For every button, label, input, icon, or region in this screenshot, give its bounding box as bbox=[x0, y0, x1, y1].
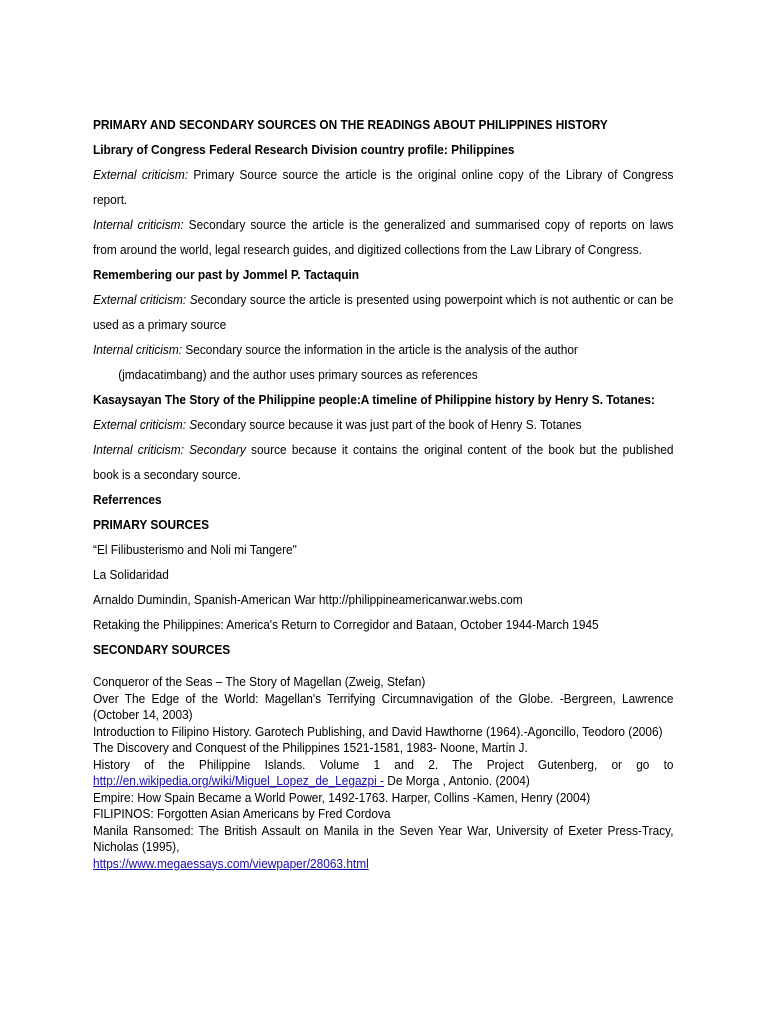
section-heading-library-of-congress: Library of Congress Federal Research Division country profile: Philippines bbox=[93, 142, 515, 157]
secondary-source-item bbox=[93, 856, 674, 873]
internal-criticism-text: Secondary source the information in the article is the analysis of the author bbox=[182, 342, 578, 357]
secondary-source-item: Over The Edge of the World: Magellan's Terrifying Circumnavigation of the Globe. -Bergreen, Lawrence (October 14, 2003) bbox=[93, 690, 674, 722]
external-criticism-paragraph bbox=[93, 412, 674, 437]
secondary-sources-list bbox=[93, 674, 674, 872]
internal-criticism-text: source because it contains the original content of the book but the published book is a secondary source. bbox=[93, 442, 674, 482]
primary-source-item: Arnaldo Dumindin, Spanish-American War http://philippineamericanwar.webs.com bbox=[93, 592, 523, 607]
wikipedia-legazpi-link[interactable]: http://en.wikipedia.org/wiki/Miguel_Lopez_de_Legazpi - bbox=[93, 773, 384, 788]
external-criticism-paragraph bbox=[93, 162, 674, 212]
megaessays-link[interactable]: https://www.megaessays.com/viewpaper/28063.html bbox=[93, 855, 369, 871]
internal-criticism-paragraph bbox=[93, 212, 674, 262]
internal-criticism-paragraph bbox=[93, 437, 674, 487]
primary-sources-heading: PRIMARY SOURCES bbox=[93, 517, 210, 532]
secondary-source-item: Empire: How Spain Became a World Power, 1492-1763. Harper, Collins -Kamen, Henry (2004) bbox=[93, 789, 591, 805]
section-heading-kasaysayan: Kasaysayan The Story of the Philippine people:A timeline of Philippine history by Henry S. Totanes: bbox=[93, 392, 655, 407]
internal-criticism-continuation: (jmdacatimbang) and the author uses primary sources as references bbox=[118, 367, 478, 382]
external-criticism-label: External criticism: bbox=[93, 167, 189, 182]
references-heading: Referrences bbox=[93, 492, 162, 507]
internal-criticism-label: Internal criticism: Secondary bbox=[93, 442, 246, 457]
document-title: PRIMARY AND SECONDARY SOURCES ON THE READINGS ABOUT PHILIPPINES HISTORY bbox=[93, 117, 608, 132]
external-criticism-text: Primary Source source the article is the original online copy of the Library of Congress report. bbox=[93, 167, 674, 207]
internal-criticism-paragraph bbox=[93, 337, 674, 362]
section-heading-remembering-our-past: Remembering our past by Jommel P. Tactaquin bbox=[93, 267, 360, 282]
secondary-source-item: Introduction to Filipino History. Garotech Publishing, and David Hawthorne (1964).-Agoncillo, Teodoro (2006) bbox=[93, 723, 663, 739]
secondary-source-text: History of the Philippine Islands. Volume 1 and 2. The Project Gutenberg, or go to bbox=[93, 756, 674, 772]
secondary-source-item bbox=[93, 757, 674, 790]
primary-source-item: “El Filibusterismo and Noli mi Tangere" bbox=[93, 542, 297, 557]
secondary-source-item: FILIPINOS: Forgotten Asian Americans by Fred Cordova bbox=[93, 806, 391, 821]
internal-criticism-text: Secondary source the article is the generalized and summarised copy of reports on laws from around the world, legal research guides, and digitized collections from the Law Library of Congress. bbox=[93, 217, 674, 257]
secondary-sources-heading: SECONDARY SOURCES bbox=[93, 642, 231, 657]
external-criticism-text: econdary source the article is presented using powerpoint which is not authentic or can be used as a primary source bbox=[93, 292, 674, 332]
secondary-source-item: The Discovery and Conquest of the Philippines 1521-1581, 1983- Noone, Martín J. bbox=[93, 740, 528, 755]
internal-criticism-label: Internal criticism: bbox=[93, 342, 183, 357]
secondary-source-item: Manila Ransomed: The British Assault on Manila in the Seven Year War, University of Exeter Press-Tracy, Nicholas (1995), bbox=[93, 822, 674, 854]
external-criticism-label: External criticism: S bbox=[93, 292, 198, 307]
external-criticism-text: econdary source because it was just part of the book of Henry S. Totanes bbox=[197, 417, 582, 432]
primary-source-item: La Solidaridad bbox=[93, 567, 169, 582]
external-criticism-label: External criticism: S bbox=[93, 417, 198, 432]
secondary-source-item: Conqueror of the Seas – The Story of Magellan (Zweig, Stefan) bbox=[93, 674, 426, 689]
primary-source-item: Retaking the Philippines: America's Return to Corregidor and Bataan, October 1944-March 1945 bbox=[93, 617, 599, 632]
internal-criticism-label: Internal criticism: bbox=[93, 217, 184, 232]
external-criticism-paragraph bbox=[93, 287, 674, 337]
document-body bbox=[93, 112, 674, 872]
document-page bbox=[93, 112, 674, 872]
secondary-source-author: De Morga , Antonio. (2004) bbox=[383, 773, 530, 788]
